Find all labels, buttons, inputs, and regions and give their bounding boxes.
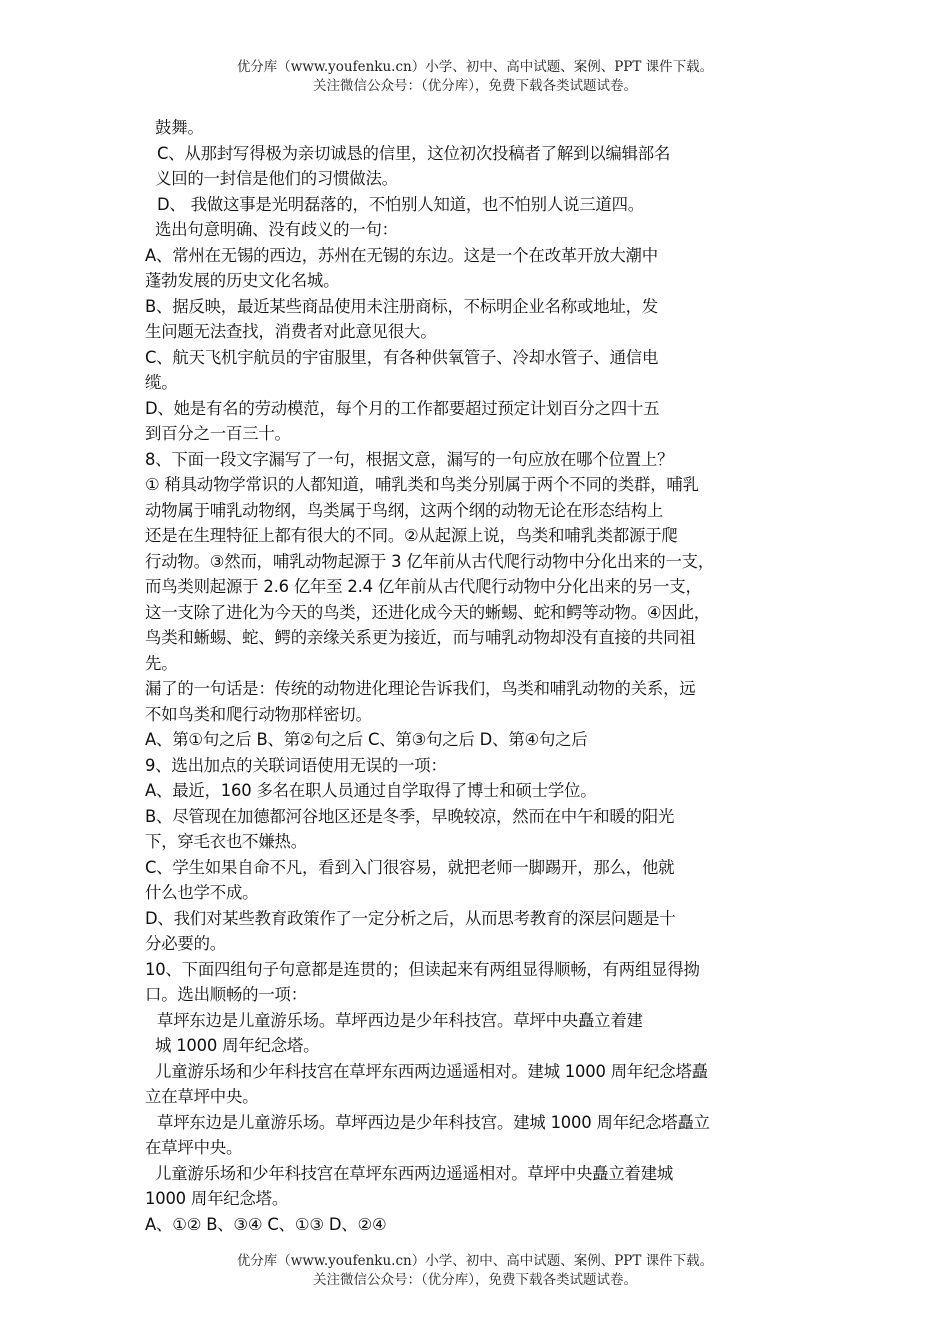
text-line: 选出句意明确、没有歧义的一句： bbox=[155, 220, 398, 239]
text-line: 缆。 bbox=[145, 373, 178, 392]
text-line: A、第①句之后 B、第②句之后 C、第③句之后 D、第④句之后 bbox=[145, 730, 588, 749]
text-line: C、从那封写得极为亲切诚恳的信里，这位初次投稿者了解到以编辑部名 bbox=[157, 143, 671, 163]
text-line: 草坪东边是儿童游乐场。草坪西边是少年科技宫。建城 1000 周年纪念塔矗立 bbox=[157, 1112, 710, 1132]
page-footer bbox=[0, 1252, 950, 1290]
text-line: A、最近，160 多名在职人员通过自学取得了博士和硕士学位。 bbox=[145, 781, 597, 800]
footer-line-1: 优分库（www.youfenku.cn）小学、初中、高中试题、案例、PPT 课件下载。 bbox=[236, 1253, 714, 1269]
header-line-2: 关注微信公众号：（优分库），免费下载各类试题试卷。 bbox=[313, 78, 637, 94]
text-line: 先。 bbox=[145, 653, 178, 673]
text-line: 10、下面四组句子句意都是连贯的；但读起来有两组显得顺畅，有两组显得拗 bbox=[145, 959, 700, 979]
text-line: 分必要的。 bbox=[145, 934, 226, 953]
text-line: 8、下面一段文字漏写了一句，根据文意，漏写的一句应放在哪个位置上？ bbox=[145, 449, 674, 469]
text-line: 蓬勃发展的历史文化名城。 bbox=[145, 271, 340, 290]
text-line: 在草坪中央。 bbox=[145, 1138, 243, 1157]
text-line: 动物属于哺乳动物纲，鸟类属于鸟纲，这两个纲的动物无论在形态结构上 bbox=[145, 500, 664, 520]
text-line: 还是在生理特征上都有很大的不同。②从起源上说，鸟类和哺乳类都源于爬 bbox=[145, 526, 678, 545]
text-line: 口。选出顺畅的一项： bbox=[145, 985, 307, 1004]
text-line: C、学生如果自命不凡，看到入门很容易，就把老师一脚踢开，那么，他就 bbox=[145, 857, 675, 877]
text-line: 儿童游乐场和少年科技宫在草坪东西两边遥遥相对。草坪中央矗立着建城 bbox=[155, 1163, 674, 1183]
text-line: 鸟类和蜥蜴、蛇、鳄的亲缘关系更为接近，而与哺乳动物却没有直接的共同祖 bbox=[145, 628, 696, 647]
text-line: B、据反映，最近某些商品使用未注册商标，不标明企业名称或地址，发 bbox=[145, 296, 658, 316]
text-line: 到百分之一百三十。 bbox=[145, 424, 291, 443]
footer-line-2: 关注微信公众号：（优分库），免费下载各类试题试卷。 bbox=[313, 1272, 637, 1288]
text-line: 这一支除了进化为今天的鸟类，还进化成今天的蜥蜴、蛇和鳄等动物。④因此， bbox=[145, 602, 710, 622]
text-line: ① 稍具动物学常识的人都知道，哺乳类和鸟类分别属于两个不同的类群，哺乳 bbox=[145, 475, 699, 494]
header-line-1: 优分库（www.youfenku.cn）小学、初中、高中试题、案例、PPT 课件下载。 bbox=[236, 59, 714, 75]
text-line: D、 我做这事是光明磊落的，不怕别人知道，也不怕别人说三道四。 bbox=[157, 194, 644, 214]
text-line: D、她是有名的劳动模范，每个月的工作都要超过预定计划百分之四十五 bbox=[145, 398, 660, 418]
text-line: 生问题无法查找，消费者对此意见很大。 bbox=[145, 322, 437, 341]
text-line: 行动物。③然而，哺乳动物起源于 3 亿年前从古代爬行动物中分化出来的一支， bbox=[145, 551, 715, 571]
text-line: A、常州在无锡的西边，苏州在无锡的东边。这是一个在改革开放大潮中 bbox=[145, 245, 658, 265]
text-line: 草坪东边是儿童游乐场。草坪西边是少年科技宫。草坪中央矗立着建 bbox=[157, 1010, 643, 1030]
text-line: 什么也学不成。 bbox=[145, 883, 259, 902]
text-line: D、我们对某些教育政策作了一定分析之后，从而思考教育的深层问题是十 bbox=[145, 908, 676, 928]
text-line: 鼓舞。 bbox=[155, 118, 204, 137]
text-line: 义回的一封信是他们的习惯做法。 bbox=[155, 169, 398, 188]
text-line: 立在草坪中央。 bbox=[145, 1087, 259, 1106]
text-line: 1000 周年纪念塔。 bbox=[145, 1189, 289, 1208]
text-line: 9、选出加点的关联词语使用无误的一项： bbox=[145, 755, 447, 775]
text-line: 而鸟类则起源于 2.6 亿年至 2.4 亿年前从古代爬行动物中分化出来的另一支， bbox=[145, 577, 702, 596]
text-line: C、航天飞机宇航员的宇宙服里，有各种供氧管子、冷却水管子、通信电 bbox=[145, 347, 659, 367]
page-header bbox=[0, 58, 950, 96]
document-body bbox=[145, 115, 825, 1237]
text-line: 漏了的一句话是：传统的动物进化理论告诉我们，鸟类和哺乳动物的关系，远 bbox=[145, 679, 696, 698]
text-line: A、①② B、③④ C、①③ D、②④ bbox=[145, 1214, 387, 1234]
text-line: 城 1000 周年纪念塔。 bbox=[155, 1036, 320, 1055]
text-line: 儿童游乐场和少年科技宫在草坪东西两边遥遥相对。建城 1000 周年纪念塔矗 bbox=[155, 1061, 708, 1081]
text-line: 下，穿毛衣也不嫌热。 bbox=[145, 832, 307, 851]
text-line: 不如鸟类和爬行动物那样密切。 bbox=[145, 704, 372, 724]
text-line: B、尽管现在加德都河谷地区还是冬季，早晚较凉，然而在中午和暖的阳光 bbox=[145, 806, 675, 826]
